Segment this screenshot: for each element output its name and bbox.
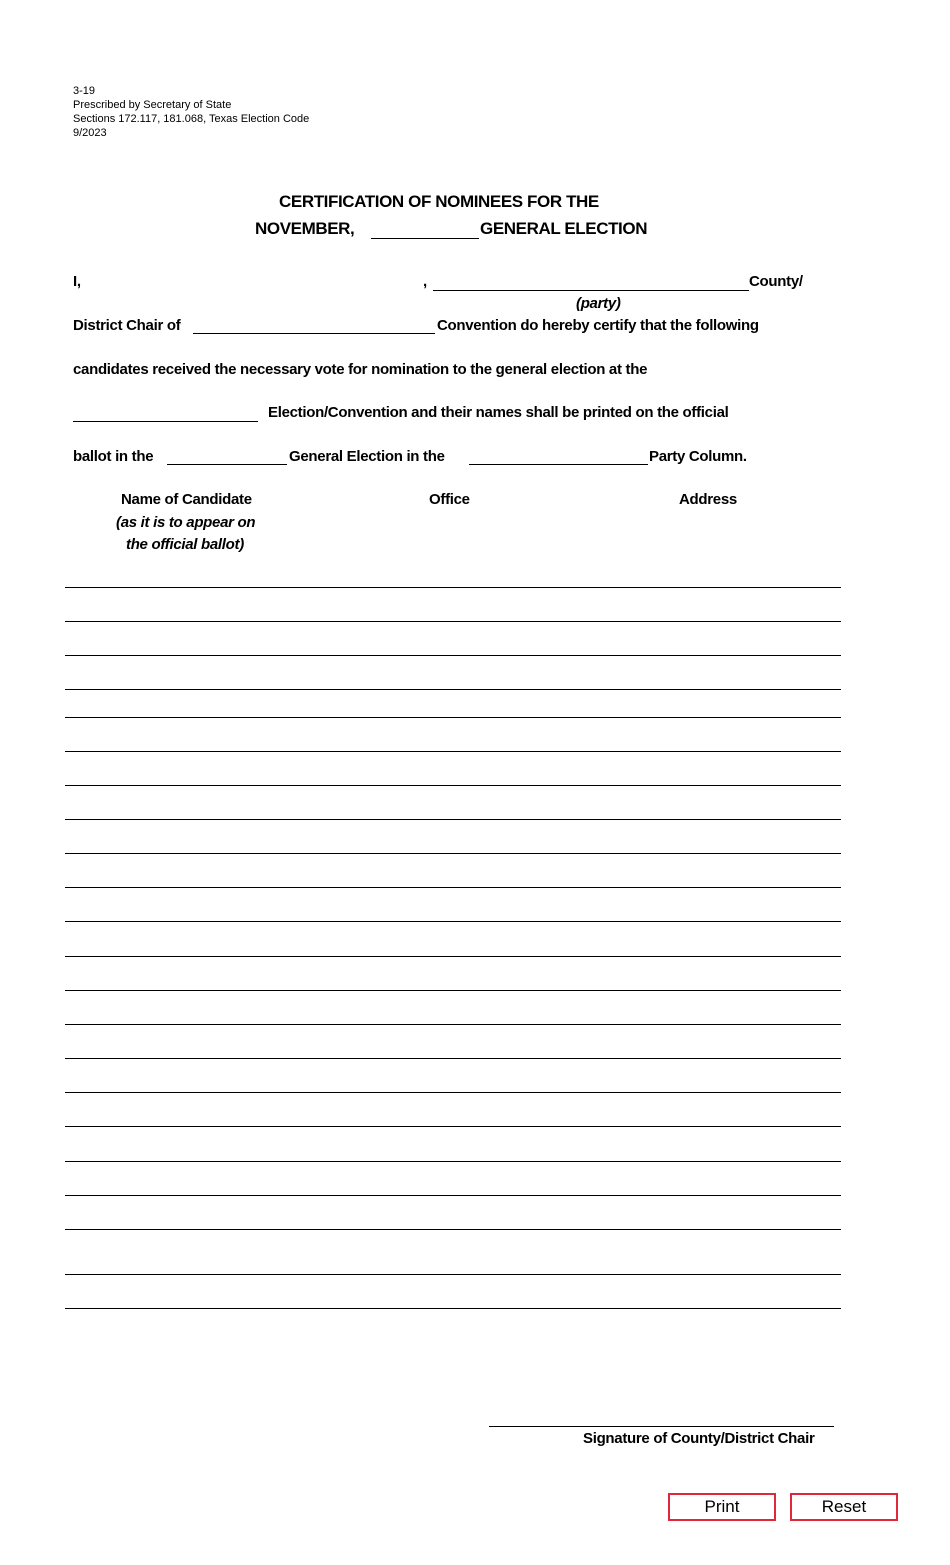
- column-header-address: Address: [679, 491, 737, 508]
- candidate-row-line[interactable]: [65, 587, 841, 588]
- candidate-row-line[interactable]: [65, 1274, 841, 1275]
- candidate-row-line[interactable]: [65, 819, 841, 820]
- prescribed-by: Prescribed by Secretary of State: [73, 99, 232, 111]
- title-november: NOVEMBER,: [255, 219, 355, 238]
- column-note-1: (as it is to appear on: [116, 514, 256, 531]
- title-general-election: GENERAL ELECTION: [480, 219, 648, 238]
- candidate-row-line[interactable]: [65, 956, 841, 957]
- election-convention-field[interactable]: [73, 421, 258, 422]
- comma: ,: [423, 273, 427, 290]
- candidate-row-line[interactable]: [65, 1092, 841, 1093]
- candidate-row-line[interactable]: [65, 853, 841, 854]
- district-chair-label: District Chair of: [73, 317, 181, 334]
- county-label: County/: [749, 273, 803, 290]
- reset-button[interactable]: Reset: [790, 1493, 898, 1521]
- election-convention-text: Election/Convention and their names shall be printed on the official: [268, 404, 729, 421]
- candidates-text: candidates received the necessary vote for nomination to the general election at the: [73, 361, 648, 378]
- i-label: I,: [73, 273, 81, 290]
- candidate-row-line[interactable]: [65, 990, 841, 991]
- candidate-row-line[interactable]: [65, 1195, 841, 1196]
- form-date: 9/2023: [73, 127, 107, 139]
- candidate-row-line[interactable]: [65, 1024, 841, 1025]
- ballot-in-the-label: ballot in the: [73, 448, 154, 465]
- candidate-row-line[interactable]: [65, 1229, 841, 1230]
- party-column-label: Party Column.: [649, 448, 747, 465]
- candidate-row-line[interactable]: [65, 621, 841, 622]
- candidate-row-line[interactable]: [65, 887, 841, 888]
- candidate-row-line[interactable]: [65, 1058, 841, 1059]
- party-column-field[interactable]: [469, 464, 648, 465]
- column-header-office: Office: [429, 491, 470, 508]
- certify-text: Convention do hereby certify that the following: [437, 317, 759, 334]
- column-header-name: Name of Candidate: [121, 491, 252, 508]
- signature-label: Signature of County/District Chair: [583, 1430, 815, 1447]
- candidate-row-line[interactable]: [65, 751, 841, 752]
- code-sections: Sections 172.117, 181.068, Texas Election Code: [73, 113, 310, 125]
- candidate-row-line[interactable]: [65, 717, 841, 718]
- candidate-row-line[interactable]: [65, 1308, 841, 1309]
- candidate-row-line[interactable]: [65, 655, 841, 656]
- column-note-2: the official ballot): [126, 536, 244, 553]
- signature-field[interactable]: [489, 1426, 834, 1427]
- candidate-row-line[interactable]: [65, 785, 841, 786]
- form-title: CERTIFICATION OF NOMINEES FOR THE: [279, 192, 599, 211]
- district-field[interactable]: [193, 333, 435, 334]
- form-number: 3-19: [73, 85, 96, 97]
- general-election-year-field[interactable]: [167, 464, 287, 465]
- candidate-row-line[interactable]: [65, 921, 841, 922]
- party-hint: (party): [576, 295, 621, 312]
- candidate-row-line[interactable]: [65, 1161, 841, 1162]
- election-year-field[interactable]: [371, 238, 479, 239]
- candidate-row-line[interactable]: [65, 689, 841, 690]
- general-election-label: General Election in the: [289, 448, 445, 465]
- candidate-row-line[interactable]: [65, 1126, 841, 1127]
- print-button[interactable]: Print: [668, 1493, 776, 1521]
- party-field[interactable]: [433, 290, 749, 291]
